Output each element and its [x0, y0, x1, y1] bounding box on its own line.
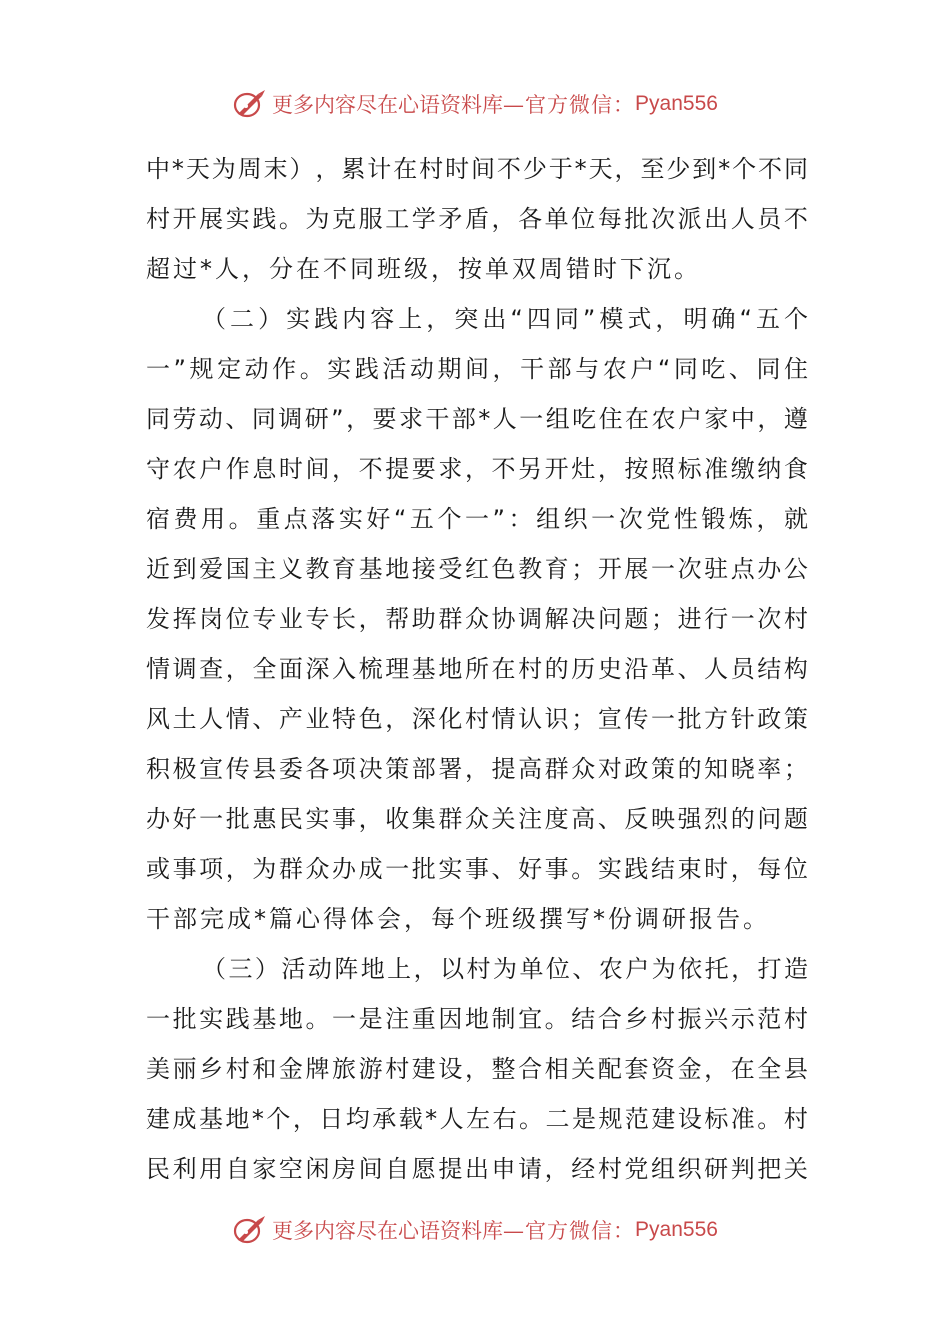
body-line: 积 极 宣 传 县 委 各 项 决 策 部 署 ， 提 高 群 众 对 政 策 的 知 晓 率 ；	[146, 755, 808, 783]
watermark-text-wechat: —官方微信：	[503, 1219, 636, 1243]
pen-logo-icon	[232, 1214, 268, 1246]
body-line: 发 挥 岗 位 专 业 专 长 ， 帮 助 群 众 协 调 解 决 问 题 ； 进 行 一 次 村	[146, 605, 808, 633]
body-line: 干部完成*篇心得体会，每个班级撰写*份调研报告。	[146, 905, 770, 933]
watermark-banner-top	[0, 84, 950, 124]
body-line: 一 批 实 践 基 地 。 一 是 注 重 因 地 制 宜 。 结 合 乡 村 振 兴 示 范 村	[146, 1005, 808, 1033]
watermark-text-main: 更多内容尽在心语资料库	[272, 1219, 504, 1243]
body-line: 守 农 户 作 息 时 间 ， 不 提 要 求 ， 不 另 开 灶 ， 按 照 标 准 缴 纳 食	[146, 455, 808, 483]
body-line: 办 好 一 批 惠 民 实 事 ， 收 集 群 众 关 注 度 高 、 反 映 强 烈 的 问 题	[146, 805, 808, 833]
body-line: 建 成 基 地 * 个 ， 日 均 承 载 * 人 左 右 。 二 是 规 范 建 设 标 准 。 村	[146, 1105, 808, 1133]
body-line: 一 ” 规 定 动 作 。 实 践 活 动 期 间 ， 干 部 与 农 户 “ 同 吃 、 同 住	[146, 355, 808, 383]
watermark-text-main: 更多内容尽在心语资料库	[272, 93, 504, 117]
body-text	[146, 144, 808, 1194]
body-line: 超过*人，分在不同班级，按单双周错时下沉。	[146, 255, 701, 283]
watermark-text-id: Pyan556	[635, 92, 718, 115]
watermark-text-id: Pyan556	[635, 1218, 718, 1241]
body-line: 美 丽 乡 村 和 金 牌 旅 游 村 建 设 ， 整 合 相 关 配 套 资 金 ， 在 全 县	[146, 1055, 808, 1083]
body-line: 同 劳 动 、 同 调 研 ” ， 要 求 干 部 * 人 一 组 吃 住 在 农 户 家 中 ， 遵	[146, 405, 808, 433]
watermark-banner-bottom	[0, 1210, 950, 1250]
body-line: 情 调 查 ， 全 面 深 入 梳 理 基 地 所 在 村 的 历 史 沿 革 、 人 员 结 构	[146, 655, 808, 683]
pen-logo-icon	[232, 88, 268, 120]
body-line: 宿 费 用 。 重 点 落 实 好 “ 五 个 一 ” ： 组 织 一 次 党 性 锻 炼 ， 就	[146, 505, 808, 533]
body-line: 民 利 用 自 家 空 闲 房 间 自 愿 提 出 申 请 ， 经 村 党 组 织 研 判 把 关	[146, 1155, 808, 1183]
body-line: （ 二 ） 实 践 内 容 上 ， 突 出 “ 四 同 ” 模 式 ， 明 确 “ 五 个	[202, 305, 808, 333]
body-line: 村 开 展 实 践 。 为 克 服 工 学 矛 盾 ， 各 单 位 每 批 次 派 出 人 员 不	[146, 205, 808, 233]
body-line: 或 事 项 ， 为 群 众 办 成 一 批 实 事 、 好 事 。 实 践 结 束 时 ， 每 位	[146, 855, 808, 883]
body-line: 风 土 人 情 、 产 业 特 色 ， 深 化 村 情 认 识 ； 宣 传 一 批 方 针 政 策	[146, 705, 808, 733]
watermark-text-wechat: —官方微信：	[503, 93, 636, 117]
body-line: 近 到 爱 国 主 义 教 育 基 地 接 受 红 色 教 育 ； 开 展 一 次 驻 点 办 公	[146, 555, 808, 583]
body-line: 中 * 天 为 周 末 ） ， 累 计 在 村 时 间 不 少 于 * 天 ， 至 少 到 * 个 不 同	[146, 155, 808, 183]
body-line: （ 三 ） 活 动 阵 地 上 ， 以 村 为 单 位 、 农 户 为 依 托 ， 打 造	[202, 955, 808, 983]
